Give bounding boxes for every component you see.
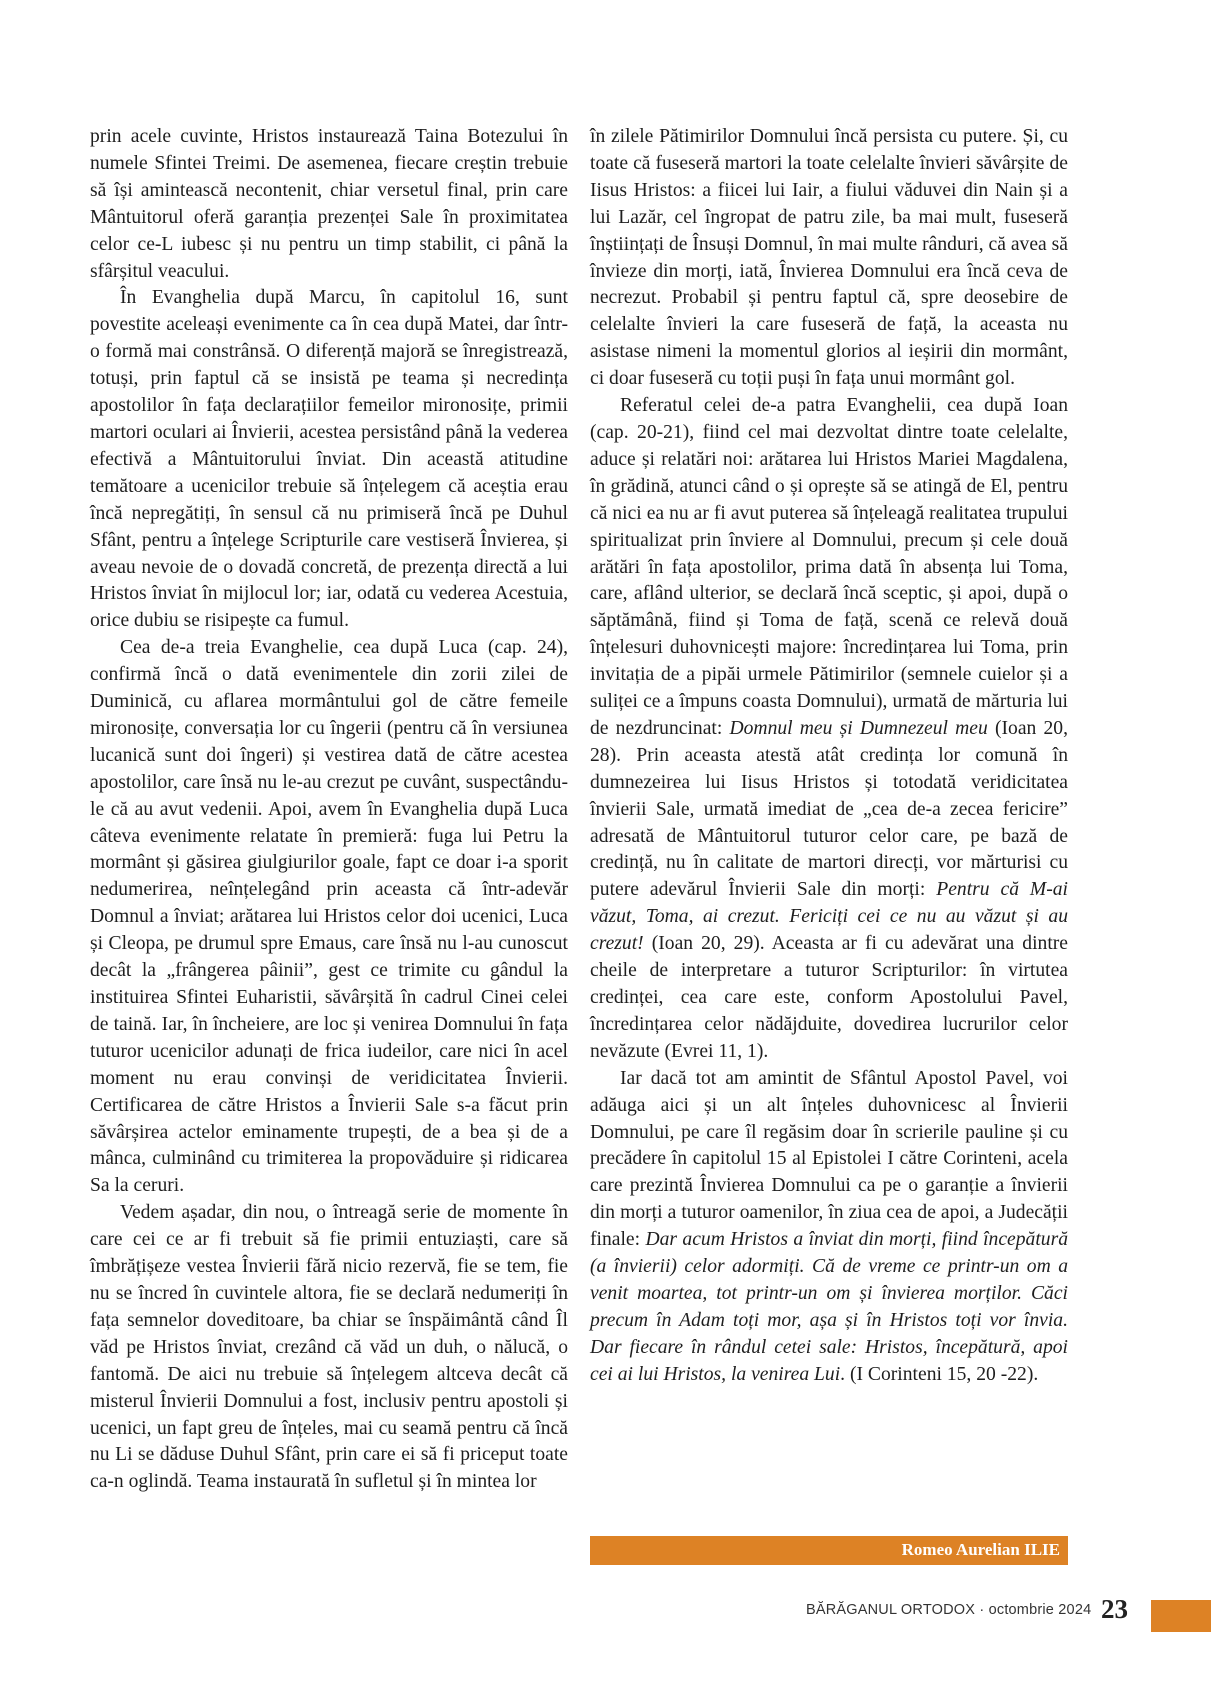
scripture-quote: Domnul meu și Dumnezeul meu	[729, 717, 988, 739]
publication-footer: BĂRĂGANUL ORTODOX · octombrie 2024	[806, 1602, 1092, 1618]
paragraph: în zilele Pătimirilor Domnului încă persista cu putere. Și, cu toate că fuseseră martori la toate celelalte învieri săvârșite de Iisus Hristos: a fiicei lui Iair, a fiului văduvei din Nain și a lui Lazăr, cel îngropat de patru zile, ba mai mult, fuseseră înștiințați de Însuși Domnul, în mai multe rânduri, că avea să învieze din morți, iată, Învierea Domnului era încă ceva de necrezut. Probabil și pentru faptul că, spre deosebire de celelalte învieri la care fuseseră de față, la aceasta nu asistase nimeni la momentul glorios al ieșirii din mormânt, ci doar fuseseră cu toții puși în fața unui mormânt gol.	[590, 126, 1068, 390]
paragraph: Vedem așadar, din nou, o întreagă serie de momente în care cei ce ar fi trebuit să fie primii entuziaști, care să îmbrățișeze vestea Învierii fără nicio rezervă, fie se tem, fie nu se încred în cuvintele altora, fie se declară nedumeriți în fața semnelor doveditoare, ba chiar se înspăimântă când Îl văd pe Hristos înviat, crezând că văd un duh, o nălucă, o fantomă. De aici nu trebuie să înțelegem altceva decât că misterul Învierii Domnului a fost, inclusiv pentru apostoli și ucenici, un fapt greu de înțeles, mai cu seamă pentru că încă nu Li se dăduse Duhul Sfânt, prin care ei să fi priceput toate ca-n oglindă. Teama instaurată în sufletul și în mintea lor	[90, 1202, 568, 1493]
paragraph-text: (Ioan 20, 29). Aceasta ar fi cu adevărat una dintre cheile de interpretare a tuturor Scripturilor: în virtutea credinței, cea care este, conform Apostolului Pavel, încredințarea celor nădăjduite, dovedirea lucrurilor celor nevăzute (Evrei 11, 1).	[590, 933, 1068, 1062]
paragraph	[590, 1066, 1068, 1389]
scripture-quote: Pentru că M-ai văzut, Toma, ai crezut. Fericiți cei ce nu au văzut și au crezut!	[590, 879, 1068, 955]
paragraph: Cea de-a treia Evanghelie, cea după Luca (cap. 24), confirmă încă o dată evenimentele din zorii zilei de Duminică, cu aflarea mormântului gol de către femeile mironosițe, conversația lor cu îngerii (pentru că în versiunea lucanică sunt doi îngeri) și vestirea dată de către acestea apostolilor, care însă nu le-au crezut pe cuvânt, suspectându-le că au avut vedenii. Apoi, avem în Evanghelia după Luca câteva evenimente relatate în premieră: fuga lui Petru la mormânt și găsirea giulgiurilor goale, fapt ce doar i-a sporit nedumerirea, neînțelegând prin aceasta că într-adevăr Domnul a înviat; arătarea lui Hristos celor doi ucenici, Luca și Cleopa, pe drumul spre Emaus, care însă nu l-au cunoscut decât la „frângerea pâinii”, gest ce trimite cu gândul la instituirea Sfintei Euharistii, săvârșită în cadrul Cinei celei de taină. Iar, în încheiere, are loc și venirea Domnului în fața tuturor ucenicilor adunați de frica iudeilor, care nici în acel moment nu erau convinși de veridicitatea Învierii. Certificarea de către Hristos a Învierii Sale s-a făcut prin săvârșirea actelor eminamente trupești, de a bea și de a mânca, culminând cu trimiterea la propovăduire și ridicarea Sa la ceruri.	[90, 637, 568, 1197]
page-number: 23	[1101, 1594, 1128, 1624]
page-edge-tab	[1151, 1600, 1211, 1632]
author-bar	[590, 1536, 1068, 1565]
paragraph-text: Iar dacă tot am amintit de Sfântul Apostol Pavel, voi adăuga aici și un alt înțeles duhovnicesc al Învierii Domnului, pe care îl regăsim doar în scrierile pauline și cu precădere în capitolul 15 al Epistolei I către Corinteni, acela care prezintă Învierea Domnului ca pe o garanție a învierii din morți a tuturor oamenilor, în ziua cea de apoi, a Judecății finale:	[590, 1067, 1068, 1251]
paragraph-text: Referatul celei de-a patra Evanghelii, cea după Ioan (cap. 20-21), fiind cel mai dezvoltat dintre toate celelalte, aduce și relatări noi: arătarea lui Hristos Mariei Magdalena, în grădină, atunci când o și oprește să se atingă de El, pentru că nici ea nu ar fi avut puterea să înțeleagă realitatea trupului spiritualizat prin înviere al Domnului, precum și cele două arătări în fața apostolilor, prima dată în absența lui Toma, care, aflând ulterior, se declară încă sceptic, și apoi, după o săptămână, fiind și Toma de față, scenă ce relevă două înțelesuri duhovnicești majore: încredințarea lui Toma, prin invitația de a pipăi urmele Pătimirilor (semnele cuielor și a suliței ce a împuns coasta Domnului), urmată de mărturia lui de nezdruncinat:	[590, 395, 1068, 739]
paragraph: În Evanghelia după Marcu, în capitolul 16, sunt povestite aceleași evenimente ca în cea după Matei, dar într-o formă mai constrânsă. O diferență majoră se înregistrează, totuși, prin faptul că se insistă pe teama și necredința apostolilor în fața declarațiilor femeilor mironosițe, primii martori oculari ai Învierii, acestea persistând până la vederea efectivă a Mântuitorului înviat. Din această atitudine temătoare a ucenicilor trebuie să înțelegem că aceștia erau încă nepregătiți, în sensul că nu primiseră încă pe Duhul Sfânt, pentru a înțelege Scripturile care vestiseră Învierea, și aveau nevoie de o dovadă concretă, de prezența directă a lui Hristos înviat în mijlocul lor; iar, odată cu vederea Acestuia, orice dubiu se risipește ca fumul.	[90, 287, 568, 632]
article-column-left	[90, 124, 568, 1496]
article-column-right	[590, 124, 1068, 1389]
author-name: Romeo Aurelian ILIE	[901, 1540, 1060, 1559]
paragraph-text: . (I Corinteni 15, 20 -22).	[840, 1363, 1039, 1385]
paragraph-text: (Ioan 20, 28). Prin aceasta atestă atât credința lor comună în dumnezeirea lui Iisus Hristos și totodată veridicitatea învierii Sale, urmată imediat de „cea de-a zecea fericire” adresată de Mântuitorul tuturor celor care, pe bază de credință, nu în calitate de martori direcți, vor mărturisi cu putere adevărul Învierii Sale din morți:	[590, 717, 1068, 901]
paragraph: prin acele cuvinte, Hristos instaurează Taina Botezului în numele Sfintei Treimi. De asemenea, fiecare creștin trebuie să își amintească necontenit, chiar versetul final, prin care Mântuitorul oferă garanția prezenței Sale în proximitatea celor ce-L iubesc și nu pentru un timp stabilit, ci până la sfârșitul veacului.	[90, 126, 568, 282]
scripture-quote: Dar acum Hristos a înviat din morți, fiind începătură (a învierii) celor adormiți. Că de vreme ce printr-un om a venit moartea, tot printr-un om și învierea morților. Căci precum în Adam toți mor, așa și în Hristos toți vor învia. Dar fiecare în rândul cetei sale: Hristos, începătură, apoi cei ai lui Hristos, la venirea Lui	[590, 1229, 1068, 1385]
paragraph	[590, 393, 1068, 1066]
